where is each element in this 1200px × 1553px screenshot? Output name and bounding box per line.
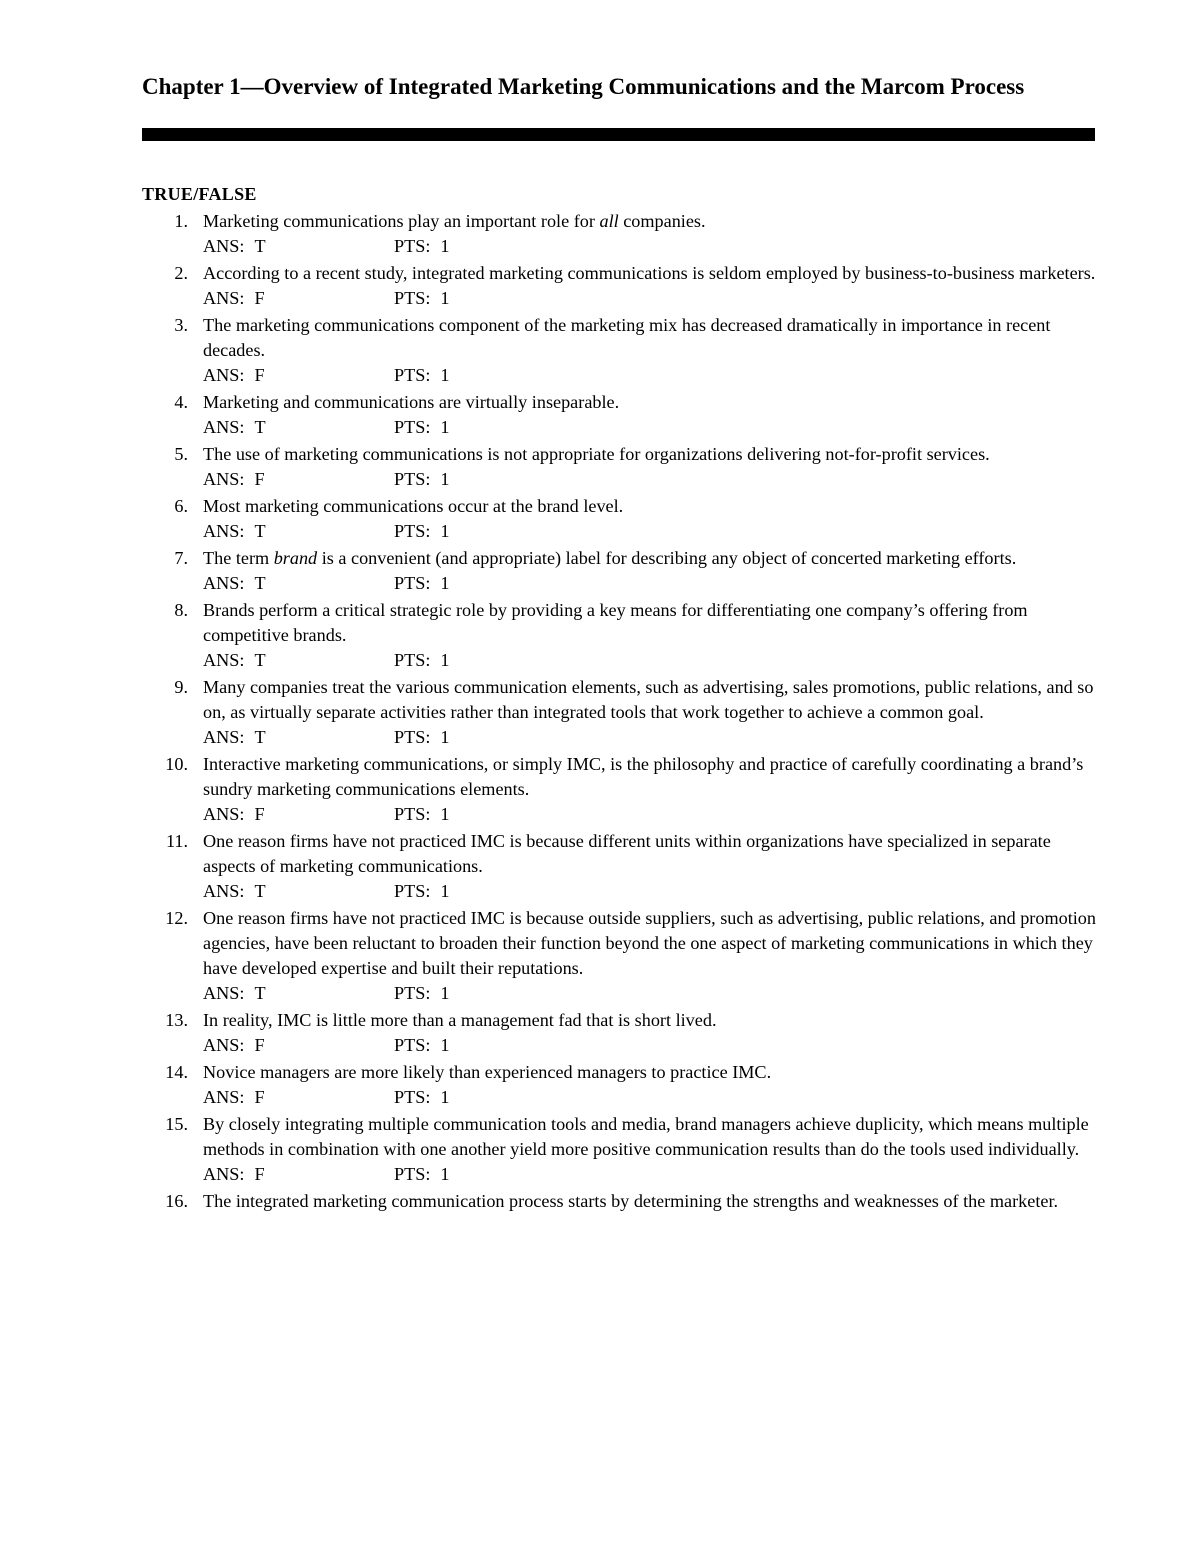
question-item [142,752,1102,827]
points-value [394,467,450,492]
points-number: 1 [440,804,450,824]
question-text: Brands perform a critical strategic role by providing a key means for differentiating one company’s offering from competitive brands. [203,600,1028,645]
question-number: 2. [174,263,188,283]
answer-line [203,519,1102,544]
question-text: Novice managers are more likely than experienced managers to practice IMC. [203,1062,772,1082]
answer-label: ANS: [203,650,245,670]
points-value [394,234,450,259]
question-item [142,261,1102,311]
points-number: 1 [440,288,450,308]
question-item [142,598,1102,673]
answer-label: ANS: [203,727,245,747]
answer-value [203,648,394,673]
question-text: Marketing communications play an important role for all companies. [203,211,706,231]
answer-label: ANS: [203,236,245,256]
answer-label: ANS: [203,417,245,437]
question-number: 8. [174,600,188,620]
answer-value [203,467,394,492]
answer-key: F [254,365,265,385]
answer-key: F [254,804,265,824]
points-value [394,1033,450,1058]
chapter-title: Chapter 1—Overview of Integrated Marketing Communications and the Marcom Process [142,74,1025,99]
question-item [142,1008,1102,1058]
answer-key: F [254,288,265,308]
answer-label: ANS: [203,1087,245,1107]
answer-value [203,1085,394,1110]
question-item [142,1060,1102,1110]
answer-label: ANS: [203,1035,245,1055]
question-item [142,906,1102,1006]
points-label: PTS: [394,804,431,824]
answer-line [203,415,1102,440]
points-label: PTS: [394,521,431,541]
answer-line [203,286,1102,311]
points-label: PTS: [394,365,431,385]
answer-value [203,1033,394,1058]
points-number: 1 [440,881,450,901]
points-value [394,1162,450,1187]
answer-line [203,725,1102,750]
question-number: 16. [165,1191,188,1211]
question-text: Most marketing communications occur at the brand level. [203,496,624,516]
question-item [142,1112,1102,1187]
answer-line [203,234,1102,259]
answer-value [203,234,394,259]
points-value [394,648,450,673]
answer-line [203,363,1102,388]
question-text: One reason firms have not practiced IMC is because outside suppliers, such as advertising, public relations, and promotion agencies, have been reluctant to broaden their function beyond the one aspect of marketing communications in which they have developed expertise and built their reputations. [203,908,1096,978]
question-item [142,390,1102,440]
answer-value [203,725,394,750]
points-label: PTS: [394,650,431,670]
title-divider [142,128,1095,141]
section-heading: TRUE/FALSE [142,184,257,204]
question-number: 7. [174,548,188,568]
answer-line [203,802,1102,827]
answer-key: T [254,727,266,747]
points-label: PTS: [394,727,431,747]
answer-label: ANS: [203,881,245,901]
question-item [142,209,1102,259]
answer-line [203,648,1102,673]
answer-label: ANS: [203,983,245,1003]
answer-key: T [254,521,266,541]
question-text: One reason firms have not practiced IMC is because different units within organizations have specialized in separate aspects of marketing communications. [203,831,1051,876]
points-value [394,879,450,904]
question-item [142,546,1102,596]
answer-label: ANS: [203,804,245,824]
answer-key: T [254,236,266,256]
points-number: 1 [440,236,450,256]
answer-key: T [254,417,266,437]
points-label: PTS: [394,288,431,308]
question-list [142,209,1102,1216]
points-number: 1 [440,365,450,385]
question-item [142,494,1102,544]
points-label: PTS: [394,1164,431,1184]
question-number: 1. [174,211,188,231]
question-item [142,829,1102,904]
answer-key: T [254,881,266,901]
answer-line [203,1162,1102,1187]
points-value [394,725,450,750]
question-text: The use of marketing communications is not appropriate for organizations delivering not-for-profit services. [203,444,990,464]
answer-value [203,415,394,440]
question-number: 9. [174,677,188,697]
answer-value [203,879,394,904]
answer-key: T [254,650,266,670]
points-label: PTS: [394,573,431,593]
points-label: PTS: [394,417,431,437]
answer-label: ANS: [203,469,245,489]
answer-key: F [254,1087,265,1107]
answer-line [203,1033,1102,1058]
points-value [394,571,450,596]
answer-label: ANS: [203,288,245,308]
points-number: 1 [440,1035,450,1055]
points-value [394,363,450,388]
points-value [394,286,450,311]
answer-key: F [254,1035,265,1055]
question-item [142,313,1102,388]
question-text: Many companies treat the various communication elements, such as advertising, sales promotions, public relations, and so on, as virtually separate activities rather than integrated tools that work together to achieve a common goal. [203,677,1094,722]
points-value [394,981,450,1006]
question-number: 5. [174,444,188,464]
question-number: 3. [174,315,188,335]
answer-key: F [254,1164,265,1184]
points-label: PTS: [394,1035,431,1055]
points-number: 1 [440,521,450,541]
answer-label: ANS: [203,521,245,541]
answer-label: ANS: [203,365,245,385]
answer-value [203,802,394,827]
points-number: 1 [440,417,450,437]
points-number: 1 [440,727,450,747]
answer-value [203,286,394,311]
question-item [142,675,1102,750]
points-value [394,519,450,544]
answer-line [203,879,1102,904]
answer-value [203,571,394,596]
question-number: 12. [165,908,188,928]
points-label: PTS: [394,236,431,256]
answer-value [203,981,394,1006]
question-number: 11. [165,831,188,851]
question-number: 14. [165,1062,188,1082]
points-number: 1 [440,573,450,593]
question-item [142,442,1102,492]
answer-value [203,1162,394,1187]
points-value [394,1085,450,1110]
question-number: 4. [174,392,188,412]
question-text: Marketing and communications are virtually inseparable. [203,392,620,412]
question-number: 15. [165,1114,188,1134]
points-number: 1 [440,1164,450,1184]
question-text: The integrated marketing communication process starts by determining the strengths and weaknesses of the marketer. [203,1191,1059,1211]
answer-value [203,519,394,544]
question-text: Interactive marketing communications, or simply IMC, is the philosophy and practice of carefully coordinating a brand’s sundry marketing communications elements. [203,754,1084,799]
question-number: 10. [165,754,188,774]
points-number: 1 [440,983,450,1003]
points-label: PTS: [394,881,431,901]
question-item [142,1189,1102,1214]
answer-key: F [254,469,265,489]
points-label: PTS: [394,1087,431,1107]
answer-label: ANS: [203,1164,245,1184]
points-number: 1 [440,469,450,489]
question-text: According to a recent study, integrated marketing communications is seldom employed by business-to-business marketers. [203,263,1096,283]
answer-line [203,1085,1102,1110]
answer-line [203,981,1102,1006]
answer-line [203,571,1102,596]
points-label: PTS: [394,983,431,1003]
points-value [394,415,450,440]
question-number: 13. [165,1010,188,1030]
answer-key: T [254,573,266,593]
points-value [394,802,450,827]
answer-value [203,363,394,388]
answer-line [203,467,1102,492]
question-text: The marketing communications component of the marketing mix has decreased dramatically in importance in recent decades. [203,315,1051,360]
question-text: The term brand is a convenient (and appropriate) label for describing any object of concerted marketing efforts. [203,548,1017,568]
points-number: 1 [440,650,450,670]
question-number: 6. [174,496,188,516]
points-number: 1 [440,1087,450,1107]
question-text: By closely integrating multiple communication tools and media, brand managers achieve duplicity, which means multiple methods in combination with one another yield more positive communication results than do the tools used individually. [203,1114,1089,1159]
points-label: PTS: [394,469,431,489]
question-text: In reality, IMC is little more than a management fad that is short lived. [203,1010,717,1030]
answer-label: ANS: [203,573,245,593]
answer-key: T [254,983,266,1003]
